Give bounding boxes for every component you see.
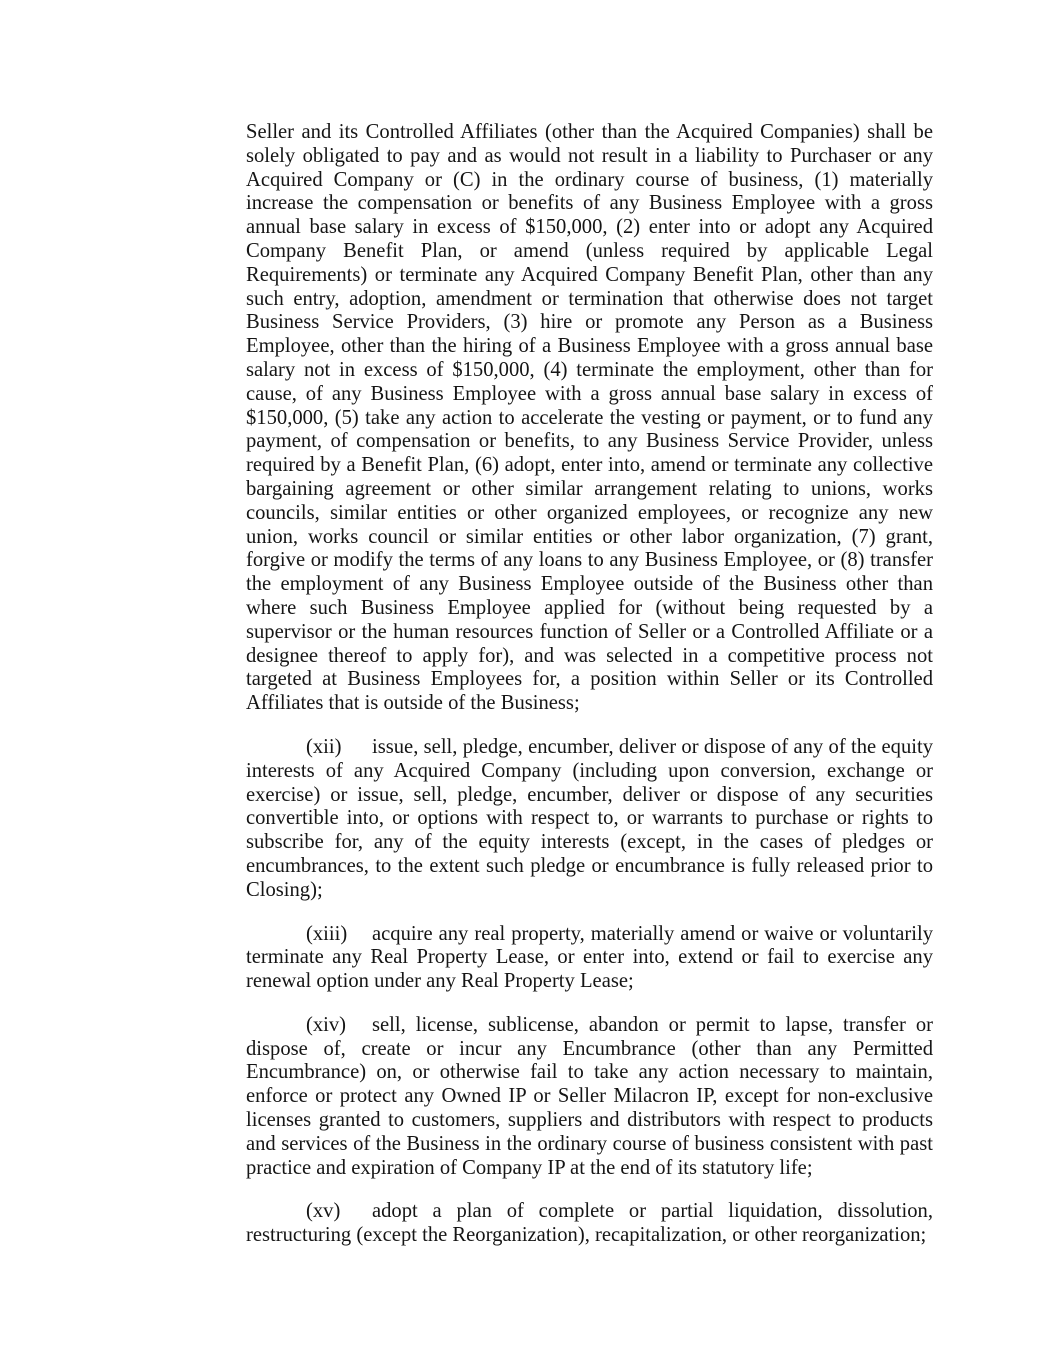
clause-xiv bbox=[246, 1014, 933, 1181]
clause-xii bbox=[246, 736, 933, 903]
paragraph-text: Seller and its Controlled Affiliates (other than the Acquired Companies) shall be solely obligated to pay and as would not result in a liability to Purchaser or any Acquired Company or (C) in the ordinary course of business, (1) materially increase the compensation or benefits of any Business Employee with a gross annual base salary in excess of $150,000, (2) enter into or adopt any Acquired Company Benefit Plan, or amend (unless required by applicable Legal Requirements) or terminate any Acquired Company Benefit Plan, other than any such entry, adoption, amendment or termination that otherwise does not target Business Service Providers, (3) hire or promote any Person as a Business Employee, other than the hiring of a Business Employee with a gross annual base salary not in excess of $150,000, (4) terminate the employment, other than for cause, of any Business Employee with a gross annual base salary in excess of $150,000, (5) take any action to accelerate the vesting or payment, or to fund any payment, of compensation or benefits, to any Business Service Provider, unless required by a Benefit Plan, (6) adopt, enter into, amend or terminate any collective bargaining agreement or other similar arrangement relating to unions, works councils, similar entities or other organized employees, or recognize any new union, works council or similar entities or other labor organization, (7) grant, forgive or modify the terms of any loans to any Business Employee, or (8) transfer the employment of any Business Employee outside of the Business other than where such Business Employee applied for (without being requested by a supervisor or the human resources function of Seller or a Controlled Affiliate or a designee thereof to apply for), and was selected in a competitive process not targeted at Business Employees for, a position within Seller or its Controlled Affiliates that is outside of the Business; bbox=[246, 121, 933, 715]
clause-xv-text: adopt a plan of complete or partial liquidation, dissolution, restructuring (except the Reorganization), recapitalization, or other reorganization; bbox=[246, 1200, 933, 1247]
document-content bbox=[246, 121, 933, 1248]
clause-xiii bbox=[246, 923, 933, 994]
paragraph-continuation bbox=[246, 121, 933, 716]
clause-xii-marker: (xii) bbox=[306, 735, 342, 758]
clause-xiii-marker: (xiii) bbox=[306, 922, 348, 945]
clause-xiv-marker: (xiv) bbox=[306, 1013, 347, 1036]
clause-xv bbox=[246, 1200, 933, 1248]
clause-xv-marker: (xv) bbox=[306, 1200, 341, 1223]
clause-xiv-text: sell, license, sublicense, abandon or permit to lapse, transfer or dispose of, create or incur any Encumbrance (other than any Permitted Encumbrance) on, or otherwise fail to take any action necessary to maintain, enforce or protect any Owned IP or Seller Milacron IP, except for non-exclusive licenses granted to customers, suppliers and distributors with respect to products and services of the Business in the ordinary course of business consistent with past practice and expiration of Company IP at the end of its statutory life; bbox=[246, 1013, 933, 1179]
clause-xii-text: issue, sell, pledge, encumber, deliver or dispose of any of the equity interests of any Acquired Company (including upon conversion, exchange or exercise) or issue, sell, pledge, encumber, deliver or dispose of any securities convertible into, or options with respect to, or warrants to purchase or rights to subscribe for, any of the equity interests (except, in the cases of pledges or encumbrances, to the extent such pledge or encumbrance is fully released prior to Closing); bbox=[246, 735, 933, 901]
clause-xiii-text: acquire any real property, materially amend or waive or voluntarily terminate any Real Property Lease, or enter into, extend or fail to exercise any renewal option under any Real Property Lease; bbox=[246, 922, 933, 993]
